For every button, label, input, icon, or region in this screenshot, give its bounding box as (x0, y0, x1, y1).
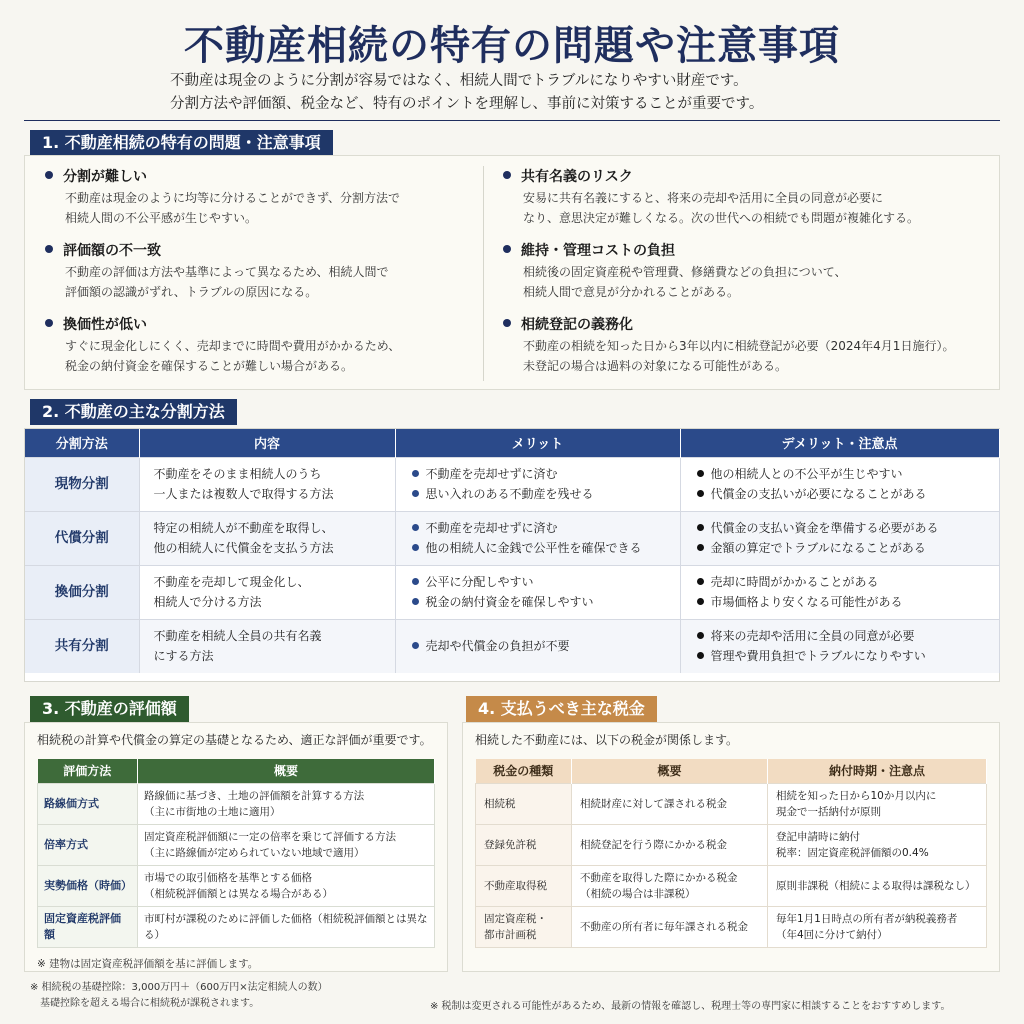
valuation-method: 実勢価格（時価） (38, 865, 138, 906)
merit-item: 税金の納付資金を確保しやすい (410, 592, 666, 612)
column-header: 評価方法 (38, 759, 138, 783)
column-header: メリット (395, 429, 680, 457)
demerits-cell (680, 511, 999, 565)
method-cell: 共有分割 (25, 619, 139, 673)
content-cell: 不動産を相続人全員の共有名義 にする方法 (139, 619, 395, 673)
demerit-item: 売却に時間がかかることがある (695, 572, 985, 592)
merit-item: 売却や代償金の負担が不要 (410, 636, 666, 656)
table-header-row (476, 759, 987, 783)
title-divider (24, 120, 1000, 121)
demerit-item: 金額の算定でトラブルになることがある (695, 538, 985, 558)
issue-title: 維持・管理コストの負担 (521, 243, 675, 259)
demerit-item: 市場価格より安くなる可能性がある (695, 592, 985, 612)
bullet-icon (45, 171, 53, 179)
valuation-table (37, 759, 435, 948)
section3-panel (24, 722, 448, 972)
table-row (476, 783, 987, 824)
section4-intro: 相続した不動産には、以下の税金が関係します。 (475, 733, 739, 747)
valuation-method: 倍率方式 (38, 824, 138, 865)
table-row (25, 619, 999, 673)
table-row (38, 824, 435, 865)
issue-body: 不動産の相続を知った日から3年以内に相続登記が必要（2024年4月1日施行）。 未登記の場合は過料の対象になる可能性がある。 (523, 339, 955, 373)
merit-item: 不動産を売却せずに済む (410, 518, 666, 538)
merits-cell (395, 619, 680, 673)
bullet-icon (45, 319, 53, 327)
tax-type: 登録免許税 (476, 824, 572, 865)
table-row (476, 865, 987, 906)
section2-heading: 2. 不動産の主な分割方法 (30, 399, 237, 425)
section4-heading: 4. 支払うべき主な税金 (466, 696, 657, 722)
bullet-icon (45, 245, 53, 253)
table-row (38, 783, 435, 824)
issue-body: 不動産の評価は方法や基準によって異なるため、相続人間で 評価額の認識がずれ、トラブルの原因になる。 (65, 265, 389, 299)
content-cell: 不動産を売却して現金化し、 相続人で分ける方法 (139, 565, 395, 619)
valuation-method: 路線価方式 (38, 783, 138, 824)
table-row (25, 457, 999, 511)
merit-item: 不動産を売却せずに済む (410, 464, 666, 484)
issue-title: 換価性が低い (63, 317, 147, 333)
issue-item (45, 240, 515, 302)
intro-line: 不動産は現金のように分割が容易ではなく、相続人間でトラブルになりやすい財産です。 (170, 73, 748, 89)
merits-cell (395, 457, 680, 511)
issue-title: 相続登記の義務化 (521, 317, 633, 333)
demerit-item: 将来の売却や活用に全員の同意が必要 (695, 626, 985, 646)
valuation-summary: 路線価に基づき、土地の評価額を計算する方法 （主に市街地の土地に適用） (138, 783, 435, 824)
valuation-summary: 市場での取引価格を基準とする価格 （相続税評価額とは異なる場合がある） (138, 865, 435, 906)
merits-cell (395, 511, 680, 565)
bullet-icon (503, 171, 511, 179)
valuation-summary: 市町村が課税のために評価した価格（相続税評価額とは異なる） (138, 906, 435, 947)
column-header: デメリット・注意点 (680, 429, 999, 457)
tax-timing: 登記申請時に納付 税率：固定資産税評価額の0.4% (768, 824, 987, 865)
demerit-item: 他の相続人との不公平が生じやすい (695, 464, 985, 484)
issue-item (503, 314, 973, 376)
issue-body: 安易に共有名義にすると、将来の売却や活用に全員の同意が必要に なり、意思決定が難しくなる。次の世代への相続でも問題が複雑化する。 (523, 191, 920, 225)
demerit-item: 代償金の支払いが必要になることがある (695, 484, 985, 504)
section1-panel (24, 155, 1000, 390)
table-header-row (38, 759, 435, 783)
tax-summary: 不動産を取得した際にかかる税金 （相続の場合は非課税） (572, 865, 768, 906)
issue-item (503, 166, 973, 228)
valuation-summary: 固定資産税評価額に一定の倍率を乗じて評価する方法 （主に路線価が定められていない地域で適用） (138, 824, 435, 865)
method-cell: 現物分割 (25, 457, 139, 511)
tax-type: 相続税 (476, 783, 572, 824)
merit-item: 公平に分配しやすい (410, 572, 666, 592)
tax-summary: 不動産の所有者に毎年課される税金 (572, 906, 768, 947)
table-row (38, 865, 435, 906)
demerit-item: 代償金の支払い資金を準備する必要がある (695, 518, 985, 538)
tax-summary: 相続財産に対して課される税金 (572, 783, 768, 824)
bullet-icon (503, 245, 511, 253)
column-header: 分割方法 (25, 429, 139, 457)
tax-timing: 原則非課税（相続による取得は課税なし） (768, 865, 987, 906)
tax-timing: 相続を知った日から10か月以内に 現金で一括納付が原則 (768, 783, 987, 824)
issue-title: 評価額の不一致 (63, 243, 161, 259)
table-header-row (25, 429, 999, 457)
content-cell: 不動産をそのまま相続人のうち 一人または複数人で取得する方法 (139, 457, 395, 511)
demerit-item: 管理や費用負担でトラブルになりやすい (695, 646, 985, 666)
issue-item (45, 314, 515, 376)
issue-body: 不動産は現金のように均等に分けることができず、分割方法で 相続人間の不公平感が生じやすい。 (65, 191, 401, 225)
column-header: 概要 (572, 759, 768, 783)
content-cell: 特定の相続人が不動産を取得し、 他の相続人に代償金を支払う方法 (139, 511, 395, 565)
demerits-cell (680, 565, 999, 619)
footnote-deduction: ※ 相続税の基礎控除：3,000万円＋（600万円×法定相続人の数） 基礎控除を超える場合に相続税が課税されます。 (30, 982, 328, 1009)
method-cell: 代償分割 (25, 511, 139, 565)
intro-text (170, 70, 763, 116)
section4-panel (462, 722, 1000, 972)
section1-heading: 1. 不動産相続の特有の問題・注意事項 (30, 130, 333, 156)
footnote-disclaimer: ※ 税制は変更される可能性があるため、最新の情報を確認し、税理士等の専門家に相談することをおすすめします。 (430, 1001, 951, 1012)
page-title: 不動産相続の特有の問題や注意事項 (184, 23, 840, 69)
table-row (38, 906, 435, 947)
section3-note: ※ 建物は固定資産税評価額を基に評価します。 (37, 957, 259, 970)
merits-cell (395, 565, 680, 619)
valuation-method: 固定資産税評価額 (38, 906, 138, 947)
issue-body: すぐに現金化しにくく、売却までに時間や費用がかかるため、 税金の納付資金を確保することが難しい場合がある。 (65, 339, 401, 373)
section3-heading: 3. 不動産の評価額 (30, 696, 189, 722)
tax-type: 固定資産税・ 都市計画税 (476, 906, 572, 947)
tax-timing: 毎年1月1日時点の所有者が納税義務者 （年4回に分けて納付） (768, 906, 987, 947)
demerits-cell (680, 619, 999, 673)
table-row (476, 906, 987, 947)
issue-body: 相続後の固定資産税や管理費、修繕費などの負担について、 相続人間で意見が分かれることがある。 (523, 265, 847, 299)
issue-title: 共有名義のリスク (521, 169, 633, 185)
table-row (476, 824, 987, 865)
method-cell: 換価分割 (25, 565, 139, 619)
section3-intro: 相続税の計算や代償金の算定の基礎となるため、適正な評価が重要です。 (37, 733, 432, 747)
table-row (25, 511, 999, 565)
merit-item: 思い入れのある不動産を残せる (410, 484, 666, 504)
column-header: 納付時期・注意点 (768, 759, 987, 783)
section1-right-column (503, 166, 973, 388)
division-methods-table (24, 428, 1000, 682)
column-header: 内容 (139, 429, 395, 457)
tax-summary: 相続登記を行う際にかかる税金 (572, 824, 768, 865)
section1-left-column (45, 166, 515, 388)
table-row (25, 565, 999, 619)
issue-item (45, 166, 515, 228)
tax-table (475, 759, 987, 948)
column-header: 税金の種類 (476, 759, 572, 783)
demerits-cell (680, 457, 999, 511)
issue-item (503, 240, 973, 302)
tax-type: 不動産取得税 (476, 865, 572, 906)
bullet-icon (503, 319, 511, 327)
merit-item: 他の相続人に金銭で公平性を確保できる (410, 538, 666, 558)
column-header: 概要 (138, 759, 435, 783)
intro-line: 分割方法や評価額、税金など、特有のポイントを理解し、事前に対策することが重要です。 (170, 96, 764, 112)
issue-title: 分割が難しい (63, 169, 147, 185)
